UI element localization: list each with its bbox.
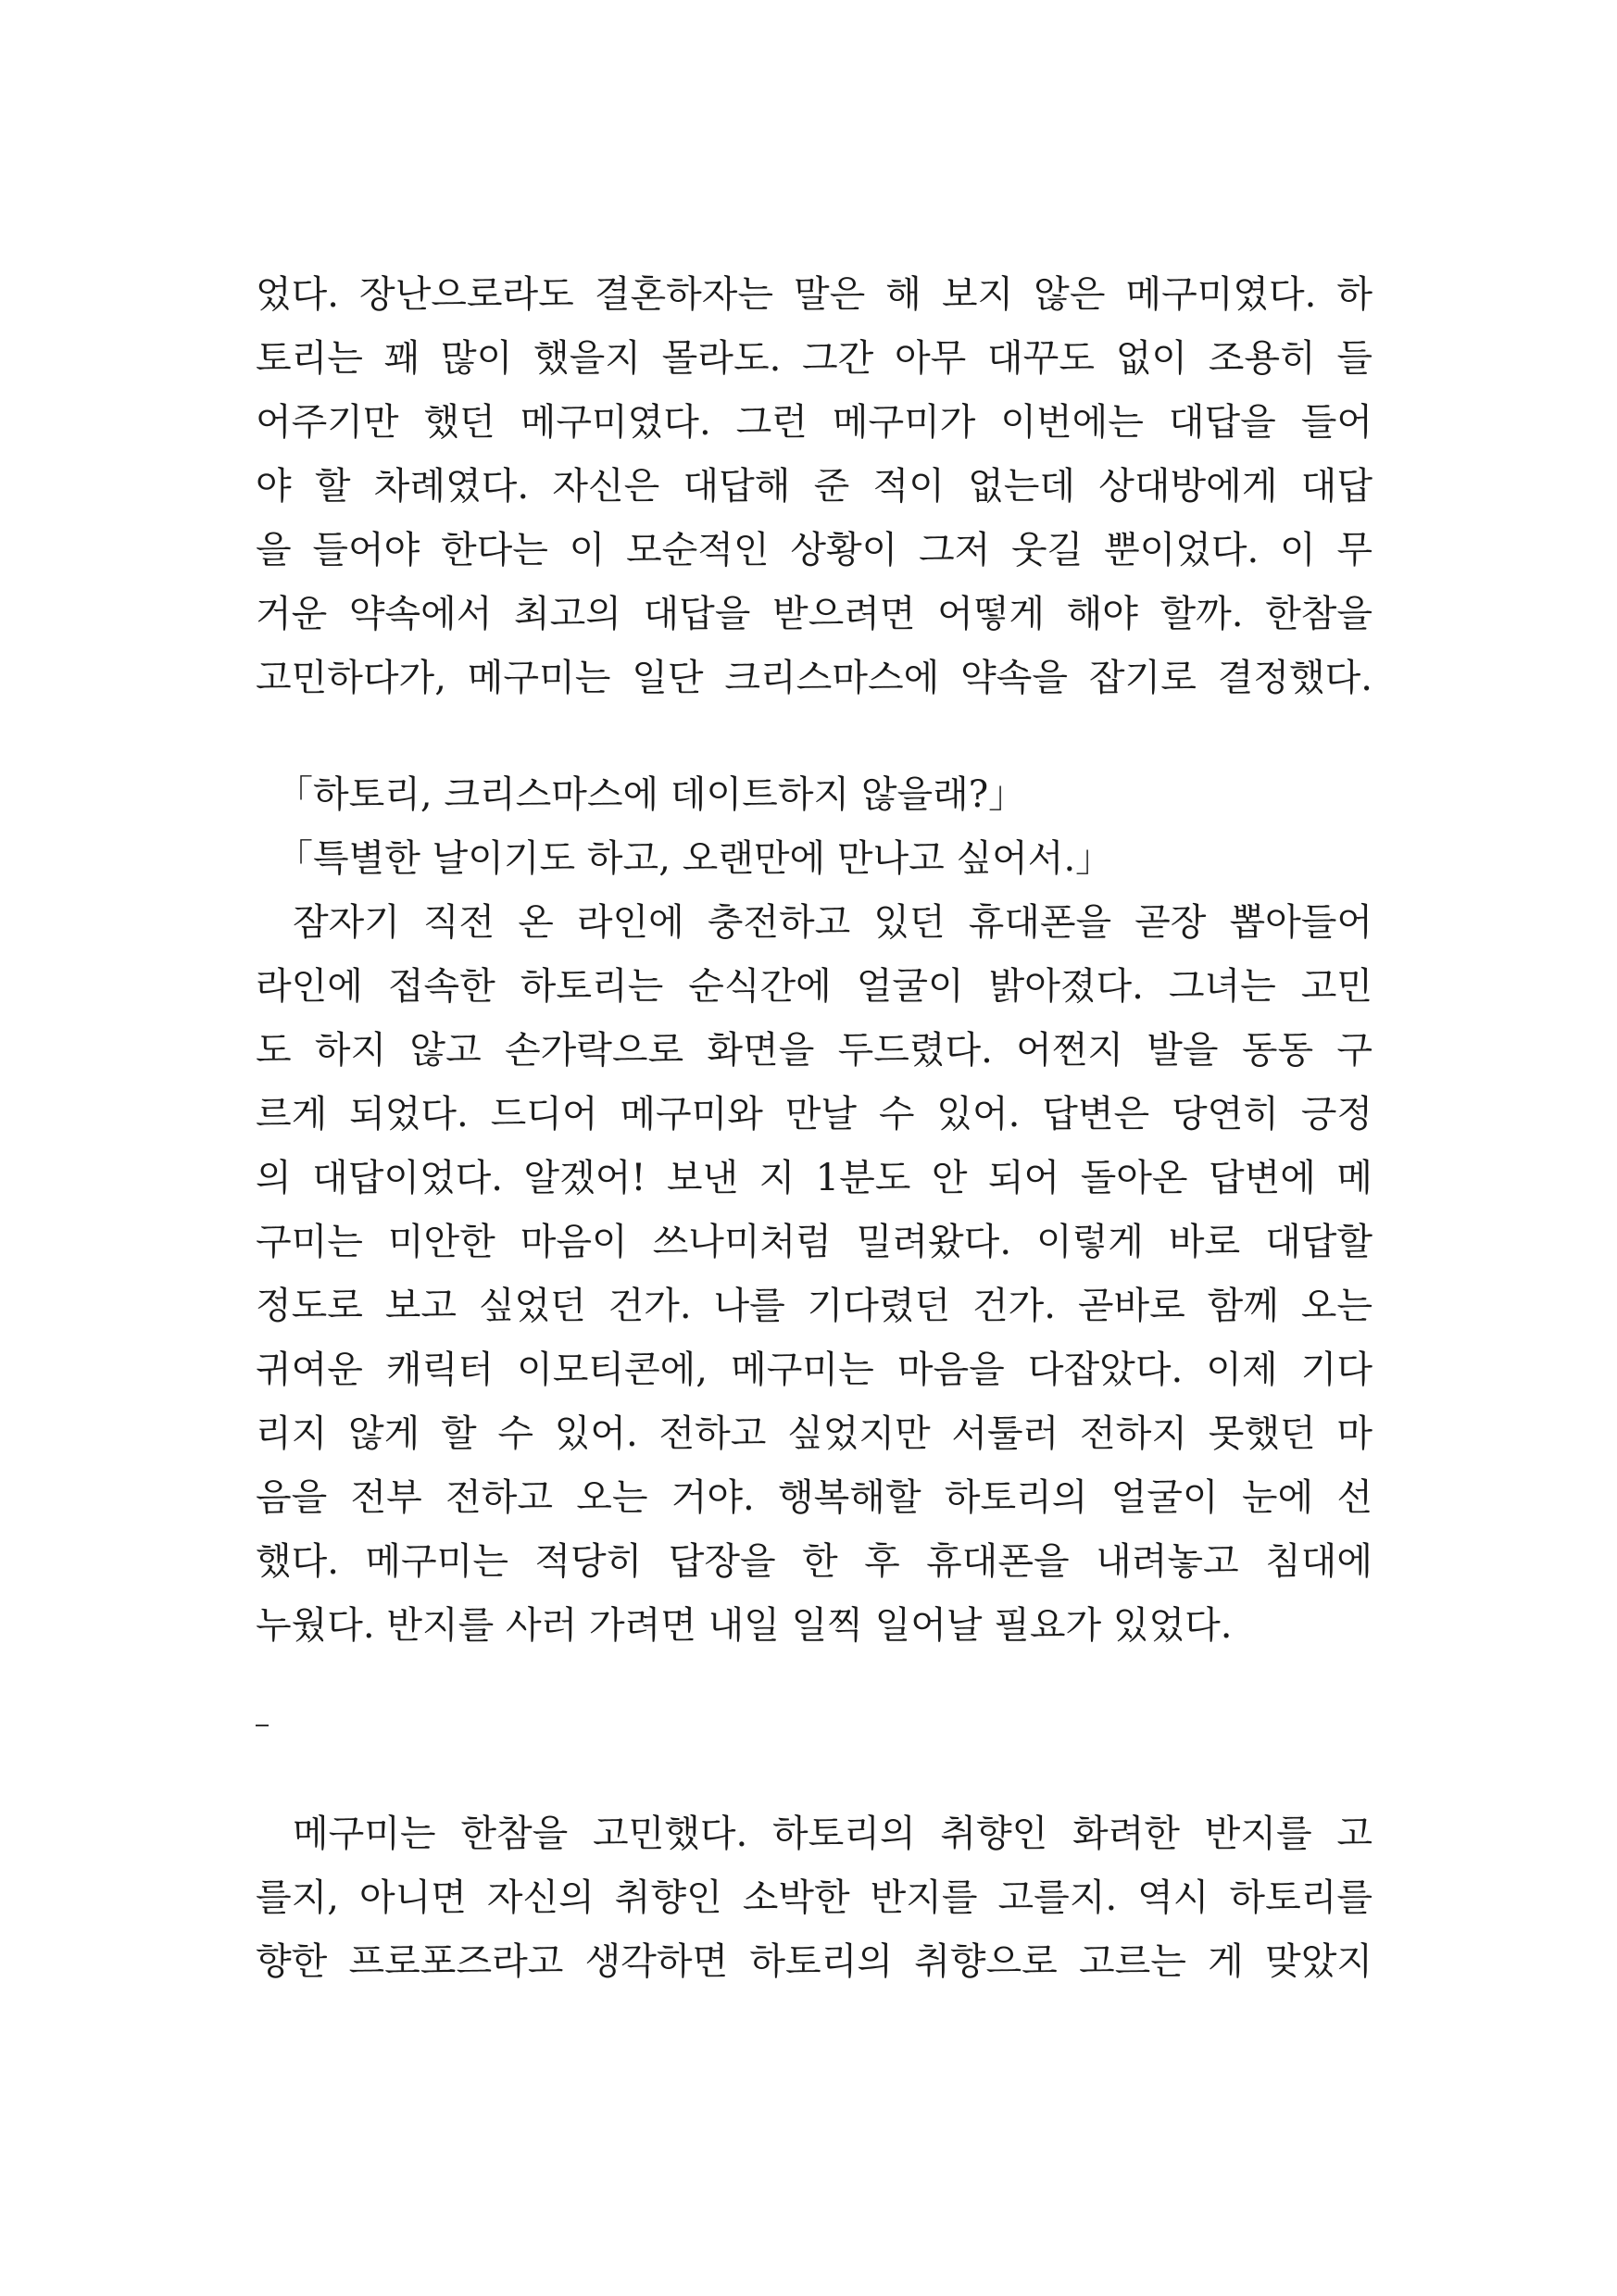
text-line: 메구미는 한참을 고민했다. 하토리의 취향인 화려한 반지를 고: [293, 1813, 1373, 1855]
text-line: 를지, 아니면 자신의 취향인 소박한 반지를 고를지. 역시 하토리를: [256, 1876, 1373, 1919]
text-line: 었다. 장난으로라도 결혼하자는 말은 해 보지 않은 메구미였다. 하: [256, 273, 1373, 316]
text-line: 향한 프로포즈라고 생각하면 하토리의 취향으로 고르는 게 맞았지: [256, 1940, 1373, 1983]
text-line: 잠자기 직전 온 라인에 충전하고 있던 휴대폰을 곧장 뽑아들어: [293, 901, 1373, 944]
text-line: 야 할 차례였다. 자신은 대답해 준 적이 없는데 상대방에게 대답: [256, 465, 1373, 508]
dialogue-line: 「하토리, 크리스마스에 데이트하지 않을래?」: [276, 773, 1026, 816]
text-line: 르게 되었다. 드디어 메구미와 만날 수 있어. 답변은 당연히 긍정: [256, 1093, 1373, 1135]
text-line: 도 하지 않고 손가락으로 화면을 두드렸다. 어쩐지 발을 동동 구: [256, 1029, 1373, 1072]
scene-divider: [256, 1725, 269, 1726]
text-line: 고민하다가, 메구미는 일단 크리스마스에 약속을 잡기로 결정했다.: [256, 657, 1373, 699]
text-line: 누웠다. 반지를 사러 가려면 내일 일찍 일어날 필요가 있었다.: [256, 1604, 1233, 1647]
text-line: 토리는 꽤 많이 했을지 몰라도. 그간 아무 대꾸도 없이 조용히 들: [256, 337, 1373, 380]
text-line: 거운 약속에서 최고의 대답을 받으려면 어떻게 해야 할까. 한참을: [256, 593, 1373, 635]
text-line: 귀여운 캐릭터 이모티콘에, 메구미는 마음을 다잡았다. 이제 기다: [256, 1349, 1373, 1391]
text-line: 구미는 미안한 마음이 쓰나미처럼 밀려왔다. 이렇게 바로 대답할: [256, 1221, 1373, 1263]
text-line: 어주기만 했던 메구미였다. 그런 메구미가 이번에는 대답을 들어: [256, 401, 1373, 444]
text-line: 리지 않게 할 수 있어. 전하고 싶었지만 서툴러 전하지 못했던 마: [256, 1412, 1373, 1455]
text-line: 라인에 접속한 하토리는 순식간에 얼굴이 밝아졌다. 그녀는 고민: [256, 965, 1373, 1008]
text-line: 음을 전부 전하고 오는 거야. 행복해할 하토리의 얼굴이 눈에 선: [256, 1476, 1373, 1519]
text-line: 했다. 메구미는 적당히 답장을 한 후 휴대폰을 내려놓고 침대에: [256, 1540, 1373, 1583]
text-line: 의 대답이었다. 알겠어! 보낸 지 1분도 안 되어 돌아온 답변에 메: [256, 1157, 1373, 1199]
text-line: 정도로 보고 싶었던 건가. 나를 기다렸던 건가. 곧바로 함께 오는: [256, 1285, 1373, 1327]
dialogue-line: 「특별한 날이기도 하고, 오랜만에 만나고 싶어서.」: [276, 837, 1113, 880]
text-line: 을 들어야 한다는 이 모순적인 상황이 그저 웃길 뿐이었다. 이 무: [256, 529, 1373, 571]
